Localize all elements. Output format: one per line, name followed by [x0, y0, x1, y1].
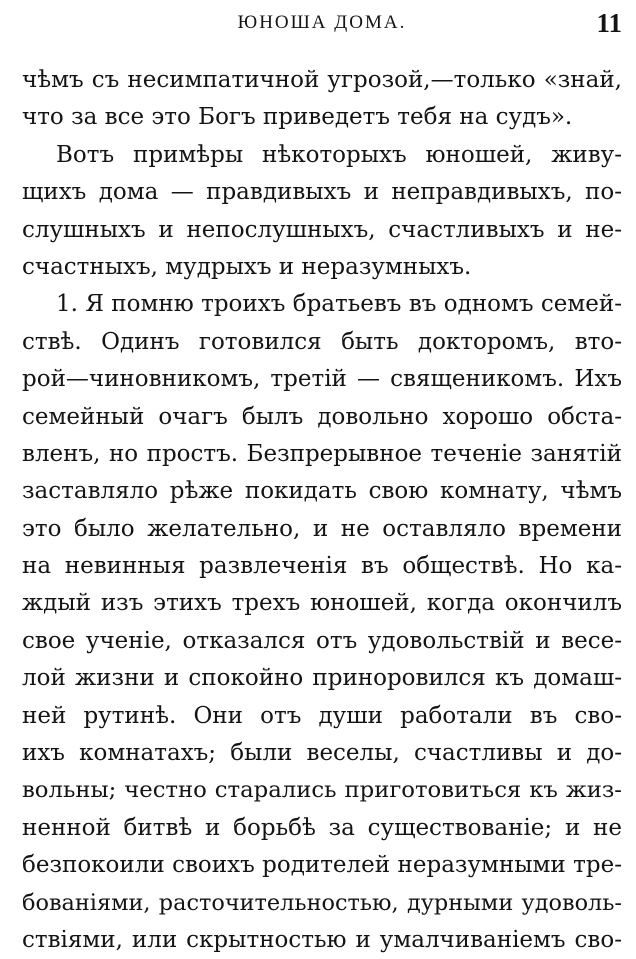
- running-title: ЮНОША ДОМА.: [237, 12, 407, 33]
- text-line: вольны; честно старались приготовиться къ жиз-: [22, 777, 622, 804]
- text-line: ствіями, или скрытностью и умалчиваніемъ сво-: [22, 926, 622, 953]
- text-line: ждый изъ этихъ трехъ юношей, когда окончилъ: [22, 590, 622, 617]
- text-line: щихъ дома — правдивыхъ и неправдивыхъ, по-: [22, 179, 622, 206]
- text-line: семейный очагъ былъ довольно хорошо обста-: [22, 403, 622, 430]
- text-line: лой жизни и спокойно приноровился къ домаш-: [22, 665, 622, 692]
- text-line: чѣмъ съ несимпатичной угрозой,—только «знай,: [22, 67, 622, 93]
- text-line: рой—чиновникомъ, третій — священикомъ. Ихъ: [22, 366, 622, 393]
- text-line: бованіями, расточительностью, дурными удоволь-: [22, 889, 622, 916]
- running-head: [22, 8, 622, 42]
- text-line: слушныхъ и непослушныхъ, счастливыхъ и не-: [22, 216, 622, 243]
- page-number: 11: [596, 8, 622, 38]
- text-line: вленъ, но простъ. Безпрерывное теченіе занятій: [22, 440, 622, 467]
- text-line: ихъ комнатахъ; были веселы, счастливы и до-: [22, 740, 622, 767]
- body-text: [22, 62, 622, 959]
- text-line: ствѣ. Одинъ готовился быть докторомъ, вто-: [22, 328, 622, 355]
- text-line: свое ученіе, отказался отъ удовольствій и весе-: [22, 627, 622, 654]
- text-line: Вотъ примѣры нѣкоторыхъ юношей, живу-: [56, 141, 622, 168]
- text-line: на невинныя развлеченія въ обществѣ. Но ка-: [22, 553, 622, 580]
- text-line: безпокоили своихъ родителей неразумными тре-: [22, 852, 622, 879]
- text-line: это было желательно, и не оставляло времени: [22, 515, 622, 542]
- text-line: счастныхъ, мудрыхъ и неразумныхъ.: [22, 253, 472, 280]
- text-line: ненной битвѣ и борьбѣ за существованіе; и не: [22, 814, 622, 841]
- text-line: ней рутинѣ. Они отъ души работали въ сво-: [22, 702, 622, 729]
- text-line: 1. Я помню троихъ братьевъ въ одномъ семей-: [56, 291, 622, 318]
- text-line: что за все это Богъ приведетъ тебя на судъ».: [22, 104, 573, 131]
- text-line: заставляло рѣже покидать свою комнату, чѣмъ: [22, 478, 622, 505]
